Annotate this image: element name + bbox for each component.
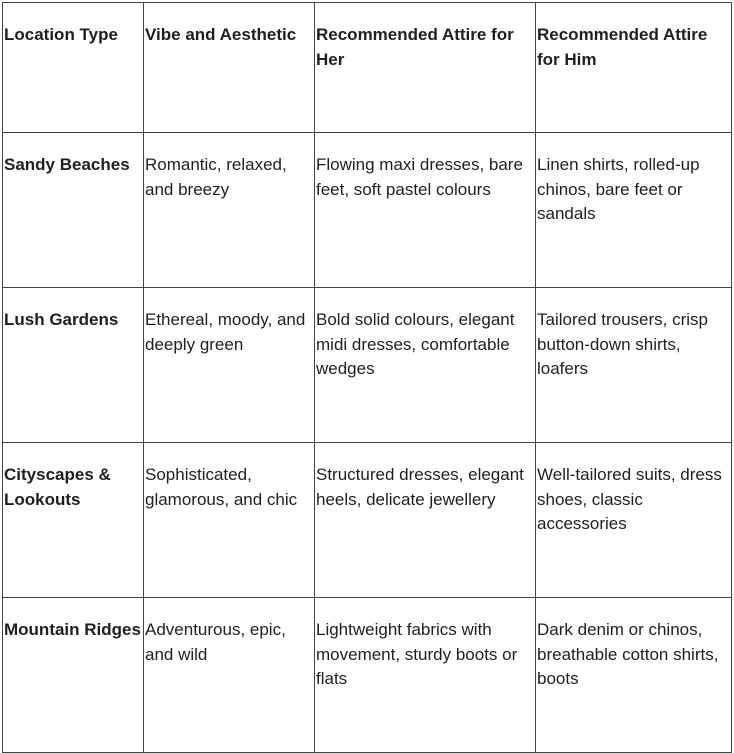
table-row — [3, 598, 732, 753]
table-body — [3, 133, 732, 753]
cell-attire-her: Lightweight fabrics with movement, sturdy boots or flats — [315, 598, 536, 753]
cell-attire-her: Flowing maxi dresses, bare feet, soft pastel colours — [315, 133, 536, 288]
cell-attire-her: Bold solid colours, elegant midi dresses, comfortable wedges — [315, 288, 536, 443]
header-location-type: Location Type — [3, 3, 144, 133]
cell-location: Cityscapes & Lookouts — [3, 443, 144, 598]
cell-vibe: Sophisticated, glamorous, and chic — [144, 443, 315, 598]
table-row — [3, 288, 732, 443]
header-attire-her: Recommended Attire for Her — [315, 3, 536, 133]
header-vibe-aesthetic: Vibe and Aesthetic — [144, 3, 315, 133]
cell-attire-her: Structured dresses, elegant heels, delicate jewellery — [315, 443, 536, 598]
cell-attire-him: Linen shirts, rolled-up chinos, bare feet or sandals — [536, 133, 732, 288]
cell-vibe: Romantic, relaxed, and breezy — [144, 133, 315, 288]
cell-attire-him: Well-tailored suits, dress shoes, classic accessories — [536, 443, 732, 598]
header-attire-him: Recommended Attire for Him — [536, 3, 732, 133]
cell-vibe: Adventurous, epic, and wild — [144, 598, 315, 753]
header-row — [3, 3, 732, 133]
table-header — [3, 3, 732, 133]
cell-attire-him: Dark denim or chinos, breathable cotton shirts, boots — [536, 598, 732, 753]
cell-attire-him: Tailored trousers, crisp button-down shirts, loafers — [536, 288, 732, 443]
cell-location: Sandy Beaches — [3, 133, 144, 288]
cell-location: Mountain Ridges — [3, 598, 144, 753]
attire-table — [2, 2, 732, 753]
table-row — [3, 133, 732, 288]
cell-vibe: Ethereal, moody, and deeply green — [144, 288, 315, 443]
table-row — [3, 443, 732, 598]
cell-location: Lush Gardens — [3, 288, 144, 443]
